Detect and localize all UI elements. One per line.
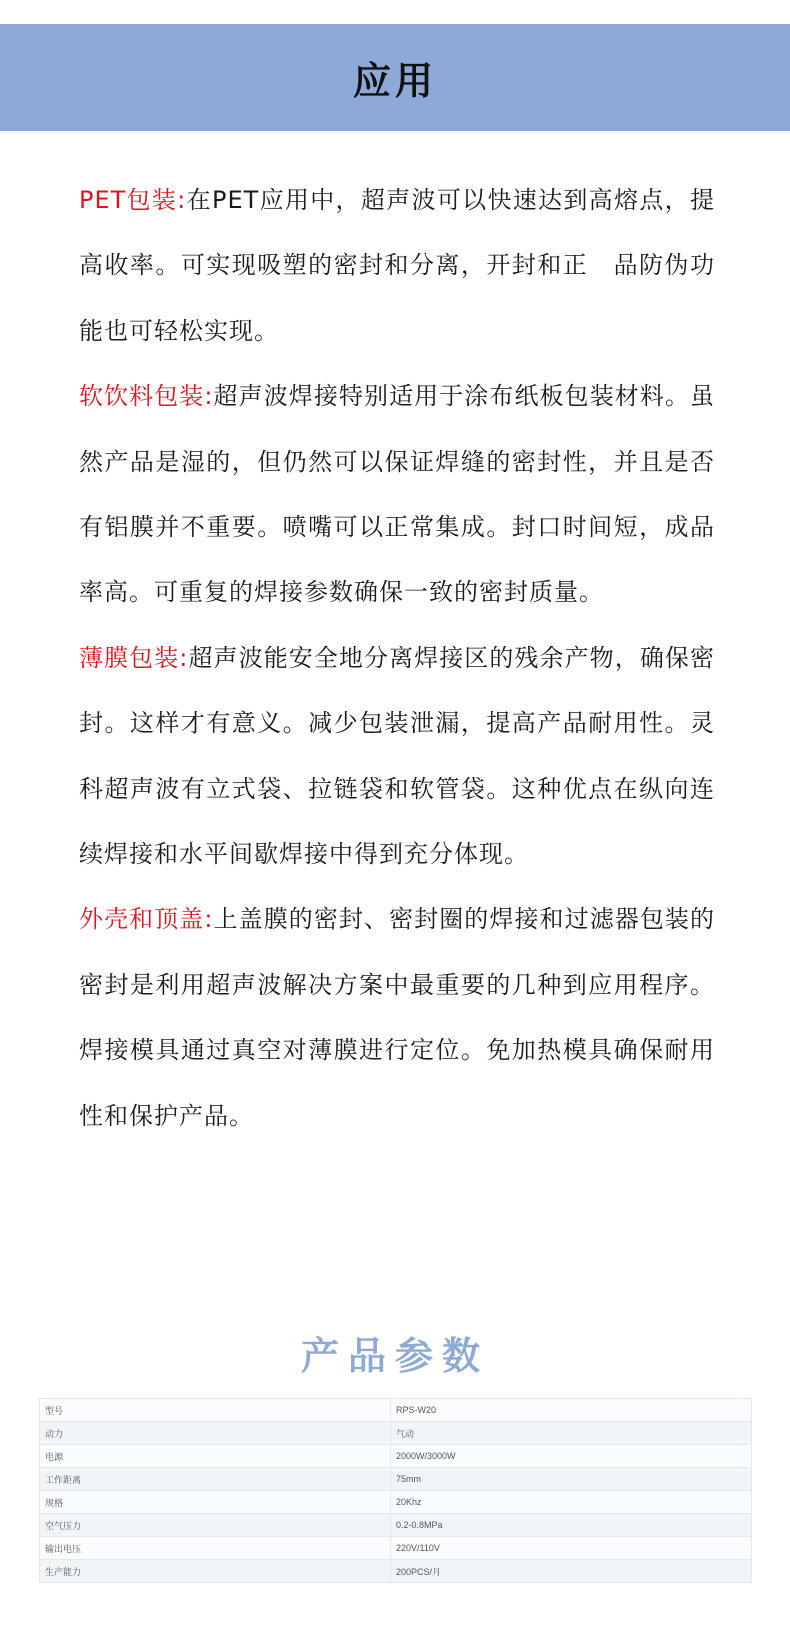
table-row: [40, 1514, 752, 1537]
param-value: 气动: [391, 1422, 752, 1445]
section-label: 软饮料包装:: [79, 382, 214, 411]
table-row: [40, 1491, 752, 1514]
params-title: 产品参数: [300, 1333, 489, 1378]
param-name: 工作距离: [40, 1468, 391, 1491]
param-value: 75mm: [391, 1468, 752, 1491]
table-row: [40, 1560, 752, 1583]
param-value: 20Khz: [391, 1491, 752, 1514]
param-value: 220V/110V: [391, 1537, 752, 1560]
param-name: 输出电压: [40, 1537, 391, 1560]
param-value: RPS-W20: [391, 1399, 752, 1422]
table-row: [40, 1537, 752, 1560]
section-label: 外壳和顶盖:: [79, 905, 214, 934]
param-name: 型号: [40, 1399, 391, 1422]
page-title: 应用: [352, 59, 437, 103]
param-value: 200PCS/月: [391, 1560, 752, 1583]
section-film-packaging: [79, 626, 715, 888]
application-content: [79, 168, 715, 1149]
table-row: [40, 1468, 752, 1491]
param-name: 空气压力: [40, 1514, 391, 1537]
params-table: [39, 1398, 752, 1583]
param-name: 规格: [40, 1491, 391, 1514]
section-text: 超声波焊接特别适用于涂布纸板包装材料。虽然产品是湿的，但仍然可以保证焊缝的密封性，并且是否有铝膜并不重要。喷嘴可以正常集成。封口时间短，成品率高。可重复的焊接参数确保一致的密封质量。: [79, 382, 715, 607]
section-soft-drink-packaging: [79, 364, 715, 626]
section-label: PET包装:: [79, 186, 187, 214]
section-text: 超声波能安全地分离焊接区的残余产物，确保密封。这样才有意义。减少包装泄漏，提高产品耐用性。灵科超声波有立式袋、拉链袋和软管袋。这种优点在纵向连续焊接和水平间歇焊接中得到充分体现。: [79, 643, 715, 869]
table-row: [40, 1399, 752, 1422]
section-shell-and-lid: [79, 887, 715, 1149]
section-text: 上盖膜的密封、密封圈的焊接和过滤器包装的密封是利用超声波解决方案中最重要的几种到应用程序。焊接模具通过真空对薄膜进行定位。免加热模具确保耐用性和保护产品。: [79, 905, 715, 1130]
param-name: 生产能力: [40, 1560, 391, 1583]
param-value: 2000W/3000W: [391, 1445, 752, 1468]
param-name: 电源: [40, 1445, 391, 1468]
param-value: 0.2-0.8MPa: [391, 1514, 752, 1537]
header-banner: [0, 24, 790, 131]
section-pet-packaging: [79, 168, 715, 364]
section-text: 在PET应用中，超声波可以快速达到高熔点，提高收率。可实现吸塑的密封和分离，开封和正 品防伪功能也可轻松实现。: [79, 186, 715, 345]
table-row: [40, 1445, 752, 1468]
param-name: 动力: [40, 1422, 391, 1445]
table-row: [40, 1422, 752, 1445]
section-label: 薄膜包装:: [79, 643, 189, 672]
